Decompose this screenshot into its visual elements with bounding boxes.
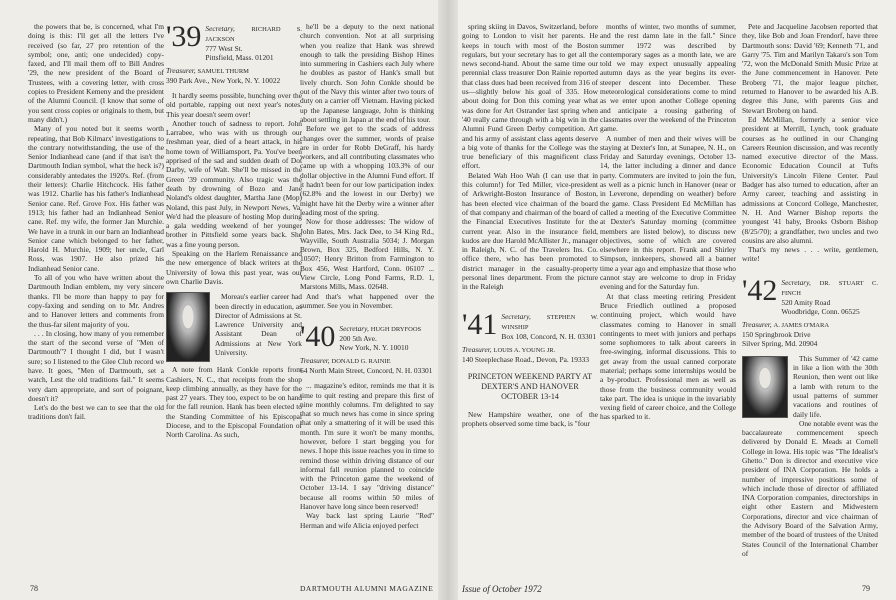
treasurer-name: LOUIS A. YOUNG JR. [493,346,556,354]
paragraph: ... magazine's editor, reminds me that it is time to quit resting and prepare this first of nine monthly columns. I'm delighted to say that so much news has come in since spring that only a smattering of it will be used this month. I'm sure it won't be many months, however, before I start begging you for news. I hope this issue reaches you in time to remind those within driving distance of our informal fall reunion planned to coincide with the Princeton game the weekend of October 13-14. I say "driving distance" because all rooms within 50 miles of Hanover have long since been reserved! [300,381,434,512]
class-year: '42 [742,273,778,307]
banner-line: OCTOBER 13-14 [501,391,559,401]
paragraph: Before we get to the scads of address changes over the summer, words of praise are in order for Robb DeGraff, his hardy workers, and all contributing classmates who came up with a whopping 103.3% of our dollar objective in the Alumni Fund effort. If it hadn't been for our low participation index (62.8% and the lowest in our Derby) we might have hit the Derby wire a winner after leading most of the spring. [300,124,434,217]
address: Silver Spring, Md. 20904 [742,338,818,348]
column-2 [166,22,302,578]
label: Secretary, [205,24,235,33]
class-39-header [166,24,302,62]
paragraph: Belated Wah Hoo Wah (I can use that in this column!) for Ted Miller, vice-president of Arkwright-Boston Insurance of Boston, has been elected vice chairman of the board of that company and chairman of the board of the Financial Executives Institute for the current year. Also in the insurance field, kudos are due Harold McAllister Jr., manager in Raleigh, N. C. of the Travelers Ins. Co. office there, who has been promoted to district manager in the casualty-property personal lines department. From the picture in the Raleigh [462,170,598,292]
address: 520 Amity Road [781,297,831,307]
page-number: 78 [30,584,38,593]
paragraph: Another touch of sadness to report. John Larrabee, who was with us through our freshman year, died of a heart attack, in his home town of Williamsport, Pa. You've been apprised of the sad and sudden death of Dot Darby, wife of Walt. She'll be missed in the Green '39 community. Also tragic was the death by drowning of Bozo and Jane Noland's oldest daughter, Martha Jane (Mop) Noland, this past July, in Newport News, Va. We'd had the pleasure of hosting Mop during a gala wedding weekend of her younger brother in Pittsfield some years back. She was a fine young person. [166,118,302,249]
page-number: 79 [862,584,870,593]
secretary-name: RICHARD S. JACKSON [205,26,302,43]
paragraph: Speaking on the Harlem Renaissance and the new emergence of black writers at the University of Iowa this past year, was our own Charlie Davis. [166,249,302,286]
banner-line: DEXTER'S AND HANOVER [481,381,579,391]
address: 777 West St. [205,44,243,53]
paragraph: A number of men and their wives will be staying at Dexter's Inn, at Sunapee, N. H., on Friday and Saturday evenings, October 13-14, the latter including a dinner and dance party. Commuters are invited to join the fun, as well as a picnic lunch in Hanover (near or in Leverone, depending on weather) before the game. Class President Ed McMillan has called a meeting of the Executive Committee at Dexter's Saturday morning (committee members are listed below), to discuss new objectives, some of which are covered elsewhere in this report. Frank and Shirley Simpson, innkeepers, showed all a banner time a year ago and emphasize that those who cannot stay are welcome to drop in Friday evening and for the Saturday fun. [600,133,736,292]
paragraph: One notable event was the baccalaureate commencement speech delivered by Donald E. Meads at Cornell College in Iowa. His topic was "The Idealist's Ghetto." Don is director and executive vice president of INA Corporation. He holds a number of impressive positions some of which include those of director of affiliated INA Corporation companies, directorships in eight other Eastern and Midwestern Corporations, director and vice chairman of the Advisory Board of the Salvation Army, member of the board of trustees of the United States Council of the International Chamber of [742,418,878,558]
treasurer-name: SAMUEL THURM [197,68,249,75]
label: Treasurer, [300,356,330,366]
right-page [448,0,896,600]
paragraph: . . . In closing, how many of you remember the start of the second verse of "Men of Dartmouth"? I thought I did, but I wasn't sure; so I listened to the Glee Club record we have. It goes, "Men of Dartmouth, set a watch, Lest the old traditions fail." It seems very darn appropriate, and sort of poignant, doesn't it? [28,328,164,403]
class-42-header [742,273,878,316]
address: Woodbridge, Conn. 06525 [781,306,860,316]
column-5 [600,22,736,578]
paragraph: the powers that be, is concerned, what I'm doing is this: I'll get all the letters I've received (so far, 27 pro retention of the symbol; one, anti; one undecided) copy-faxed, and I'll mail them off to Bill Andres '29, the new president of the Board of Trustees, with a covering letter, with cross copies to President Kemeny and the president of the Alumni Council. (I know that some of you sent cross copies or originals to them, but many didn't.) [28,22,164,124]
address: 64 North Main Street, Concord, N. H. 03301 [300,366,433,376]
paragraph: Pete and Jacqueline Jacobsen reported that they, like Bob and Joan Frendorf, have three Dartmouth sons: David '69; Kenneth '71, and Garry '75. Tim and Marilyn Takaro's son Tom '72, won the McDonald Smith Music Prize at the June commencement in Hanover. Pete Broberg '71, the major league pitcher, returned to Hanover to be awarded his A.B. degree this June, with parents Gus and Stewart Broberg on hand. [742,22,878,115]
treasurer-name: A. JAMES O'MARA [773,321,830,329]
paragraph: And that's what happened over the summer. See you in November. [300,291,434,310]
address: New York, N. Y. 10010 [339,343,409,353]
paragraph: months of winter, two months of summer, and the rest damn late in the fall." Since summer 1972 was described by contemporary sages as a month late, we are told we may expect unusually appealing autumn days as the year begins its ever-steeper descent into December. These meteorological considerations come to mind as we enter upon another College opening and anticipate a rousing gathering of classmates over the weekend of the Princeton game. [600,22,736,134]
column-1 [28,22,164,578]
paragraph: That's my news . . . write, gentlemen, write! [742,245,878,264]
paragraph: At that class meeting retiring President Bruce Friedlich outlined a proposed continuing project, which would have classmates coming to Hanover in small contingents to meet with juniors and perhaps some sophomores to talk about careers in free-swinging, informal discussions. This to get away from the usual canned corporate material; perhaps some internships would be a by-product. Professional men as well as those from the business community would take part. The idea is unique in the invariably vexing field of career choice, and the College has sparked to it. [600,291,736,422]
label: Treasurer, [742,319,772,329]
secretary-name: HUGH DRYFOOS [370,326,422,334]
classmate-photo [742,356,788,418]
label: Treasurer, [462,344,492,354]
paragraph: Now for those addresses: The widow of John Bates, Mrs. Jack Dee, to 34 King Rd., Wayville, South Australia 5034; J. Morgan Brown, Box 325, Bedford Hills, N. Y. 10507; Henry Britton from Farmington to Box 456, West Hartford, Conn. 06107 ... View Circle, Long Pond Farms, R.D. 1, Marstons Mills, Mass. 02648. [300,217,434,292]
event-banner [462,372,598,402]
address: 140 Steeplechase Road., Devon, Pa. 19333 [462,354,590,364]
class-40-header [300,320,434,354]
label: Secretary, [339,324,369,334]
treasurer-name: DONALD G. RAINIE [331,358,391,366]
paragraph: A note from Hank Conkle reports from Cashiers, N. C., that receipts from the shop keep climbing annually, as they have for the past 27 years. They too, expect to be on hand for the fall reunion. Hank has been elected to the Standing Committee of his Episcopal Diocese, and to the Episcopal Foundation of North Carolina. As such, [166,365,302,440]
issue-line: Issue of October 1972 [462,584,542,594]
class-41-header [462,307,598,341]
paragraph: he'll be a deputy to the next national church convention. Not at all surprising when you realize that Hank was shrewd enough to talk the presiding Bishop Hines into summering in Cashiers each July where he doubles as pastor of Hank's small but lively church. Son John Conkle should be out of the Navy this winter after two tours of duty on a carrier off Vietnam. Having picked up the Japanese language, John is thinking about settling in Japan at the end of his tour. [300,22,434,124]
running-title: DARTMOUTH ALUMNI MAGAZINE [300,584,434,593]
paragraph: This Summer of '42 came in like a lion with the 30th Reunion, then went out like a lamb with return to the usual patterns of summer vacations and routines of daily life. [793,353,878,419]
secretary-name: STEPHEN W. WINSHIP [501,313,598,331]
banner-line: PRINCETON WEEKEND PARTY AT [467,371,593,381]
paragraph: Way back last spring Laurie "Red" Herman and wife Alicia enjoyed perfect [300,511,434,530]
classmate-photo [166,292,210,362]
paragraph: It hardly seems possible, hunching over the old portable, rapping out next year's notes. This year doesn't seem over! [166,91,302,119]
paragraph: To all of you who have written about the Dartmouth Indian emblem, my very sincere thanks. I'll be more than happy to pay for copy-faxing and sending on to Mr. Andres and to Hanover letters and comments from the thus-far silent majority of you. [28,273,164,329]
address: 390 Park Ave., New York, N. Y. 10022 [166,76,281,85]
paragraph: Ed McMillan, formerly a senior vice president at Merrill, Lynch, took graduate courses as he outlined in our Changing Careers Reunion discussion, and was recently named executive director of the Mass. Economic Education Council at Tufts University's Lincoln Filene Center. Paul Badger has also turned to education, after an Army career, teaching and assisting in admissions at Concord College, Manchester, N. H. And Warner Bishop reports the youngest '41 baby, Brooks Osborn Bishop (8/25/70); a grandfather, two uncles and two cousins are also alumni. [742,114,878,245]
secretary-name: DR. STUART C. FINCH [781,279,878,297]
address: Box 108, Concord, N. H. 03301 [501,331,597,341]
paragraph: Many of you noted but it seems worth repeating, that Bob Kilmarx' investigations to the contrary notwithstanding, the use of the Senior Indianhead cane (and if that isn't the Dartmouth Indian symbol, what the heck is?) considerably antedates the 1920's. Ref. (from their letters): Charlie Hitchcock. His father was 1912. Charlie has his father's Indianhead Senior cane. Ref. Grove Fox. His father was 1913; his father had an Indianhead Senior cane. Ref. my wife, the former Jan Murchie. We have in a trunk in our barn an Indianhead Senior cane which belonged to her father, Harold H. Murchie, 1909; her uncle, Carl Ross, was 1907. He also prized his Indianhead Senior cane. [28,124,164,273]
paragraph: Moreau's earlier career had been directly in education, as Director of Admissions at St. Lawrence University and Assistant Dean of Admissions at New York University. [215,292,302,358]
class-year: '39 [166,22,202,53]
label: Secretary, [501,311,531,321]
column-4 [462,22,598,578]
paragraph: New Hampshire weather, one of the prophets observed some time back, is "four [462,409,598,428]
class-year: '41 [462,307,498,341]
column-6 [742,22,878,578]
address: 200 5th Ave. [339,334,377,344]
column-3 [300,22,434,578]
address: 150 Springbrook Drive [742,329,811,339]
paragraph: spring skiing in Davos, Switzerland, before going to London to visit her parents. He keeps in touch with most of the Boston regulars, but your secretary has to get all the news second-hand. About the same time our perennial class treasurer Don Rainie reported that class dues had been received from 316 of us—slightly below his goal of 335. How about doing for Don this coming year what was done for Art Ostrander last spring when '40 really came through with a big win in the Alumni Fund Green Derby competition. Art and his army of assistant class agents deserve a big vote of thanks for the College was the true beneficiary of this magnificent class effort. [462,22,598,171]
address: Pittsfield, Mass. 01201 [205,53,274,62]
binding-gutter [438,0,458,600]
paragraph: Let's do the best we can to see that the old traditions don't fail. [28,403,164,422]
label: Treasurer, [166,66,196,75]
class-year: '40 [300,320,336,354]
label: Secretary, [781,277,811,287]
